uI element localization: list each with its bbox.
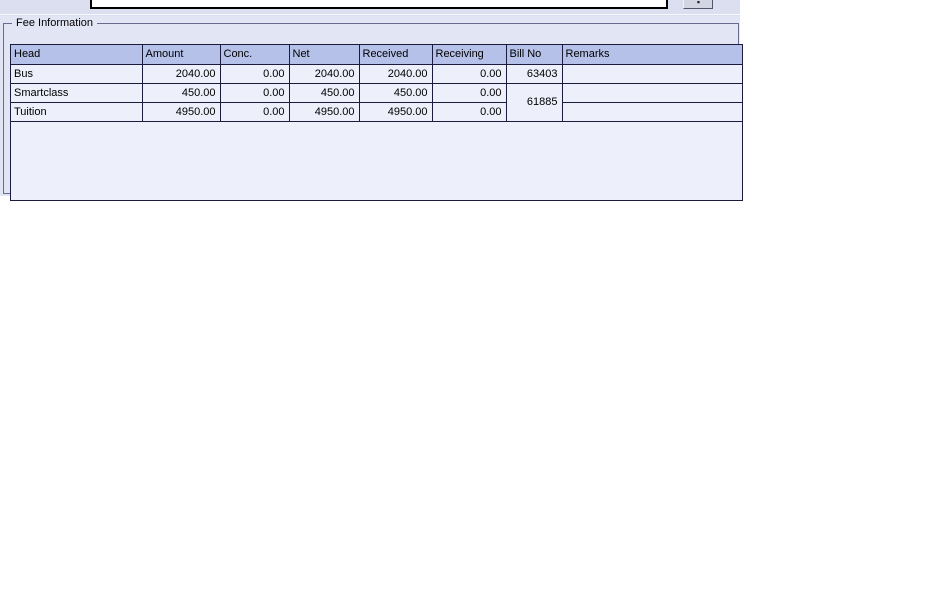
cell-conc[interactable]: 0.00 (220, 83, 289, 102)
groupbox-title: Fee Information (12, 17, 97, 29)
column-header-received: Received (359, 45, 432, 64)
cell-receiving[interactable]: 0.00 (432, 102, 506, 121)
cell-received[interactable]: 2040.00 (359, 64, 432, 83)
cell-remarks[interactable] (562, 102, 742, 121)
cell-conc[interactable]: 0.00 (220, 64, 289, 83)
cell-bill-no[interactable]: 63403 (506, 64, 562, 83)
toolbar-divider (0, 14, 740, 15)
fee-information-groupbox (3, 17, 739, 194)
cell-conc[interactable]: 0.00 (220, 102, 289, 121)
cell-receiving[interactable]: 0.00 (432, 83, 506, 102)
column-header-conc: Conc. (220, 45, 289, 64)
table-row (11, 102, 742, 121)
cell-remarks[interactable] (562, 64, 742, 83)
cell-amount[interactable]: 450.00 (142, 83, 220, 102)
cell-amount[interactable]: 4950.00 (142, 102, 220, 121)
cell-remarks[interactable] (562, 83, 742, 102)
toolbar (0, 0, 740, 16)
table-header-row (11, 45, 742, 64)
table-row (11, 83, 742, 102)
cell-amount[interactable]: 2040.00 (142, 64, 220, 83)
column-header-receiving: Receiving (432, 45, 506, 64)
fee-grid (10, 44, 743, 201)
column-header-remarks: Remarks (562, 45, 742, 64)
column-header-amount: Amount (142, 45, 220, 64)
cell-head[interactable]: Bus (11, 64, 142, 83)
table-row (11, 64, 742, 83)
top-text-input[interactable] (90, 0, 668, 9)
fee-information-panel (0, 16, 740, 196)
cell-bill-no[interactable]: 61885 (506, 83, 562, 121)
top-toolbar-button[interactable] (683, 0, 713, 9)
column-header-net: Net (289, 45, 359, 64)
cell-net[interactable]: 450.00 (289, 83, 359, 102)
column-header-bill-no: Bill No (506, 45, 562, 64)
cell-net[interactable]: 4950.00 (289, 102, 359, 121)
cell-net[interactable]: 2040.00 (289, 64, 359, 83)
cell-received[interactable]: 4950.00 (359, 102, 432, 121)
button-glyph-icon: ▪ (696, 0, 701, 5)
cell-received[interactable]: 450.00 (359, 83, 432, 102)
cell-head[interactable]: Tuition (11, 102, 142, 121)
cell-head[interactable]: Smartclass (11, 83, 142, 102)
fee-information-table (11, 45, 742, 122)
column-header-head: Head (11, 45, 142, 64)
cell-receiving[interactable]: 0.00 (432, 64, 506, 83)
